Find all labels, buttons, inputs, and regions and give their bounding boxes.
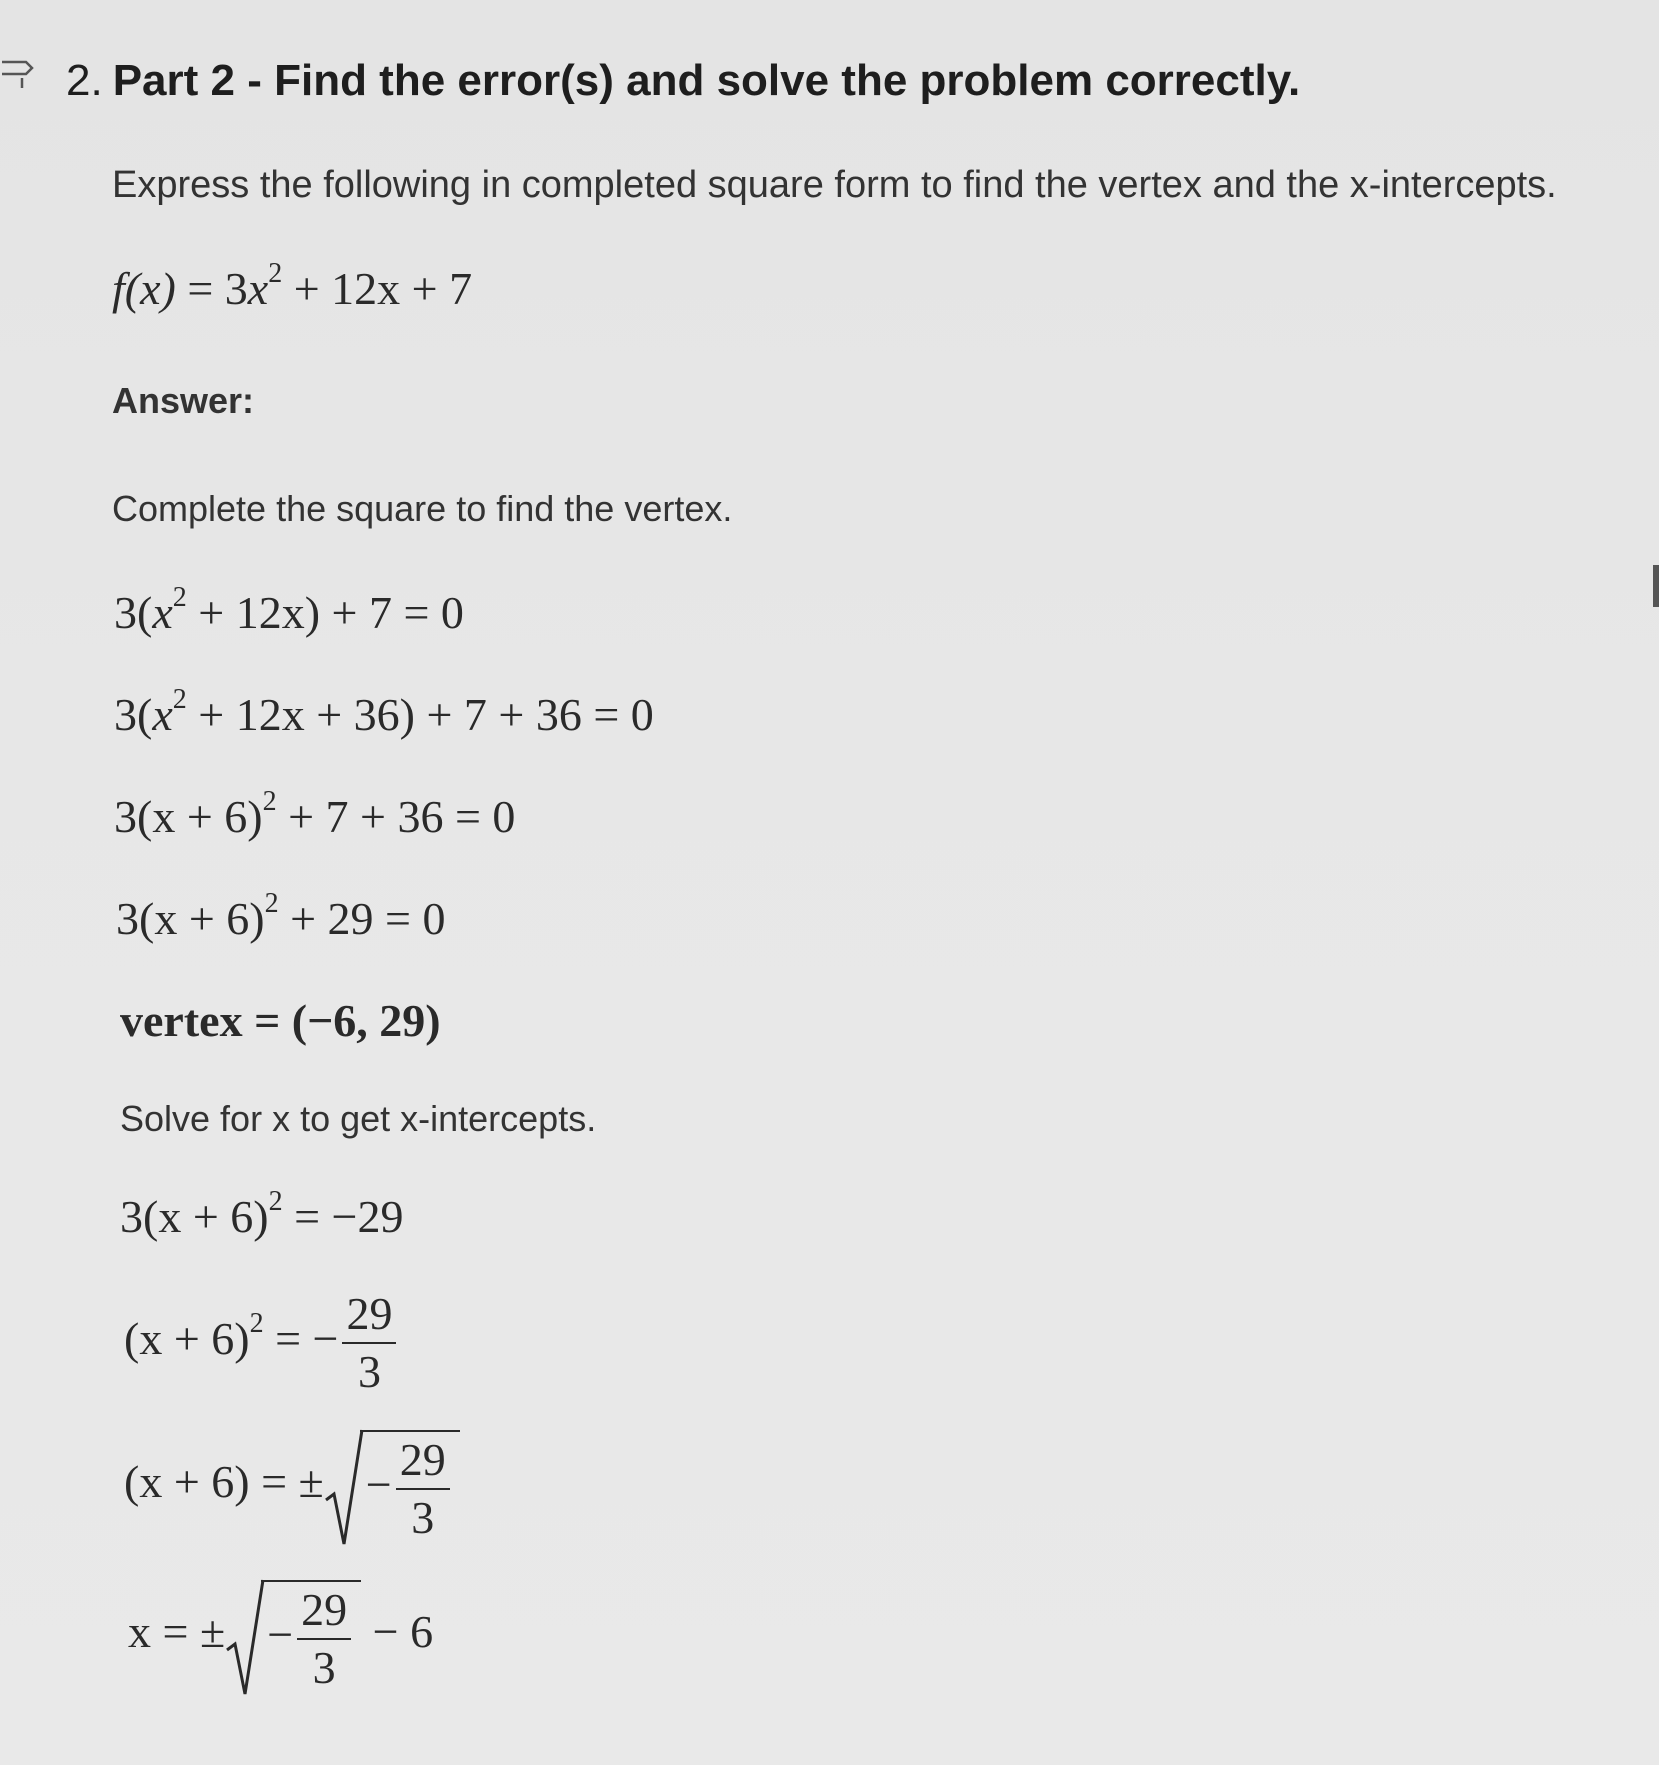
solve-step-1-post: = −29: [282, 1191, 404, 1242]
solve-step-2-exp: 2: [249, 1307, 264, 1339]
solve-step-3-pre: (x + 6) = ±: [124, 1455, 324, 1507]
solve-step-2: [124, 1290, 400, 1397]
solve-step-1: [120, 1186, 404, 1243]
step-4: [116, 888, 446, 945]
step-3-post: + 7 + 36 = 0: [276, 791, 516, 842]
question-prompt: Express the following in completed square form to find the vertex and the x-intercepts.: [112, 164, 1557, 206]
radical-icon: [324, 1428, 364, 1548]
radicand-final: [261, 1580, 361, 1693]
function-lhs: f(x): [112, 263, 176, 314]
answer-label: Answer:: [112, 380, 255, 421]
question-number: 2.: [66, 56, 103, 105]
question-title-text: Part 2 - Find the error(s) and solve the problem correctly.: [112, 56, 1301, 105]
solve-step-3: [124, 1430, 460, 1543]
radicand-fraction: [396, 1436, 450, 1543]
solve-step-4-post: − 6: [361, 1605, 434, 1657]
radical-icon: [225, 1578, 265, 1698]
function-equals: =: [187, 263, 214, 314]
step-2-var: x: [152, 689, 173, 740]
solve-step-2-equals: = −: [263, 1312, 339, 1364]
step-2-exp: 2: [172, 684, 187, 715]
step-3-pre: 3(x + 6): [114, 791, 263, 842]
scrollbar-edge[interactable]: [1653, 565, 1659, 607]
question-title: [66, 56, 1300, 106]
solve-step-4-pre: x = ±: [128, 1605, 226, 1657]
step-4-exp: 2: [264, 888, 279, 919]
step-2-pre: 3(: [114, 689, 153, 740]
fraction-numerator: 29: [342, 1290, 396, 1344]
radicand-final-numerator: 29: [297, 1586, 351, 1640]
solve-step-1-pre: 3(x + 6): [120, 1191, 269, 1242]
step-1: [114, 582, 464, 639]
step-3: [114, 786, 516, 843]
step-4-post: + 29 = 0: [278, 893, 446, 944]
radicand-final-denominator: 3: [312, 1642, 336, 1694]
step-1-exp: 2: [172, 582, 187, 613]
vertex-heading: Complete the square to find the vertex.: [112, 488, 733, 529]
function-definition: [112, 258, 473, 315]
fraction-29-3: [342, 1290, 396, 1397]
function-exp: 2: [268, 258, 283, 289]
step-4-pre: 3(x + 6): [116, 893, 265, 944]
step-1-post: + 12x) + 7 = 0: [186, 587, 464, 638]
radicand-final-fraction: [297, 1586, 351, 1693]
step-2: [114, 684, 654, 741]
fraction-denominator: 3: [357, 1346, 381, 1398]
solve-step-2-pre: (x + 6): [124, 1312, 250, 1364]
square-root-final: [225, 1580, 361, 1693]
function-coef: 3: [224, 263, 248, 314]
intercepts-heading: Solve for x to get x-intercepts.: [120, 1098, 597, 1139]
radicand: [360, 1430, 460, 1543]
square-root: [324, 1430, 460, 1543]
step-1-pre: 3(: [114, 587, 153, 638]
vertex-result: vertex = (−6, 29): [120, 995, 441, 1046]
radicand-numerator: 29: [396, 1436, 450, 1490]
solve-step-1-exp: 2: [268, 1186, 283, 1217]
step-2-post: + 12x + 36) + 7 + 36 = 0: [186, 689, 654, 740]
function-var: x: [247, 263, 269, 314]
radicand-denominator: 3: [411, 1492, 435, 1544]
step-3-exp: 2: [262, 786, 277, 817]
radicand-minus: −: [365, 1458, 392, 1510]
step-1-var: x: [152, 587, 173, 638]
solve-step-4: [128, 1580, 433, 1693]
radicand-final-minus: −: [267, 1608, 294, 1660]
function-rest: + 12x + 7: [293, 263, 473, 314]
flag-icon[interactable]: [0, 58, 34, 92]
